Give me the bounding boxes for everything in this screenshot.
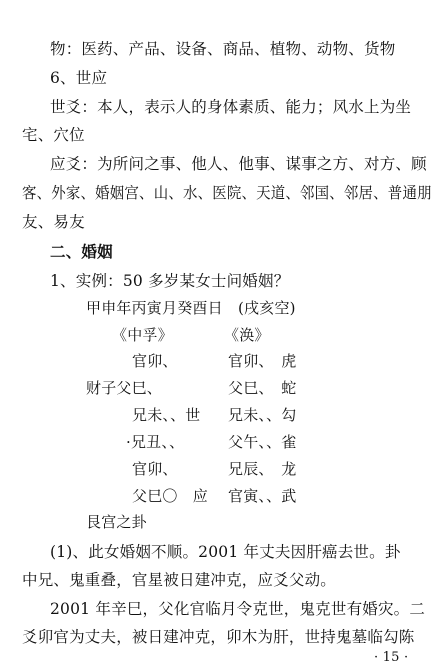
analysis-line-4: 爻卯官为丈夫，被日建冲克，卯木为肝，世持鬼墓临勾陈 <box>22 628 415 646</box>
changed-hexagram-title: 《涣》 <box>224 326 270 344</box>
yao-line-5-main: 财子父巳、 <box>86 379 163 397</box>
page-number: · 15 · <box>374 650 409 665</box>
yao-line-3-changed: 父午、、雀 <box>228 433 297 451</box>
yao-line-3-main: ·兄丑、、 <box>126 433 185 451</box>
yao-line-2-changed: 兄辰、 龙 <box>228 460 297 478</box>
analysis-line-3: 2001 年辛巳，父化官临月令克世，鬼克世有婚灾。二 <box>50 600 426 618</box>
yao-line-4-main: 兄未、、世 <box>132 406 201 424</box>
section-heading-shi-ying: 6、世应 <box>50 69 108 87</box>
text-line-ying-yao-end: 友、易友 <box>22 213 85 231</box>
yao-line-2-main: 官卯、 <box>132 460 178 478</box>
yao-line-6-changed: 官卯、 虎 <box>228 352 297 370</box>
analysis-line-1: (1)、此女婚姻不顺。2001 年丈夫因肝癌去世。卦 <box>50 543 401 561</box>
text-line-ying-yao-cont: 客、外家、婚姻宫、山、水、医院、天道、邻国、邻居、普通朋 <box>22 184 432 202</box>
text-line-things: 物：医药、产品、设备、商品、植物、动物、货物 <box>50 40 396 58</box>
text-line-shi-yao-cont: 宅、穴位 <box>22 126 85 144</box>
text-line-shi-yao: 世爻：本人，表示人的身体素质、能力；风水上为坐 <box>50 98 412 116</box>
yao-line-4-changed: 兄未、、勾 <box>228 406 297 424</box>
yao-line-1-changed: 官寅、、武 <box>228 487 297 505</box>
palace-label: 艮宫之卦 <box>86 513 147 531</box>
main-hexagram-title: 《中孚》 <box>112 326 173 344</box>
text-line-ying-yao: 应爻：为所问之事、他人、他事、谋事之方、对方、顾 <box>50 155 427 173</box>
yao-line-5-changed: 父巳、 蛇 <box>228 379 297 397</box>
hexagram-date: 甲申年丙寅月癸酉日 (戌亥空) <box>86 299 296 317</box>
yao-line-1-main: 父巳〇 应 <box>132 487 209 505</box>
analysis-line-2: 中兄、鬼重叠，官星被日建冲克，应爻父动。 <box>22 571 337 589</box>
example-heading: 1、实例：50 多岁某女士问婚姻？ <box>50 272 290 290</box>
section-heading-marriage: 二、婚姻 <box>50 242 113 261</box>
yao-line-6-main: 官卯、 <box>132 352 178 370</box>
